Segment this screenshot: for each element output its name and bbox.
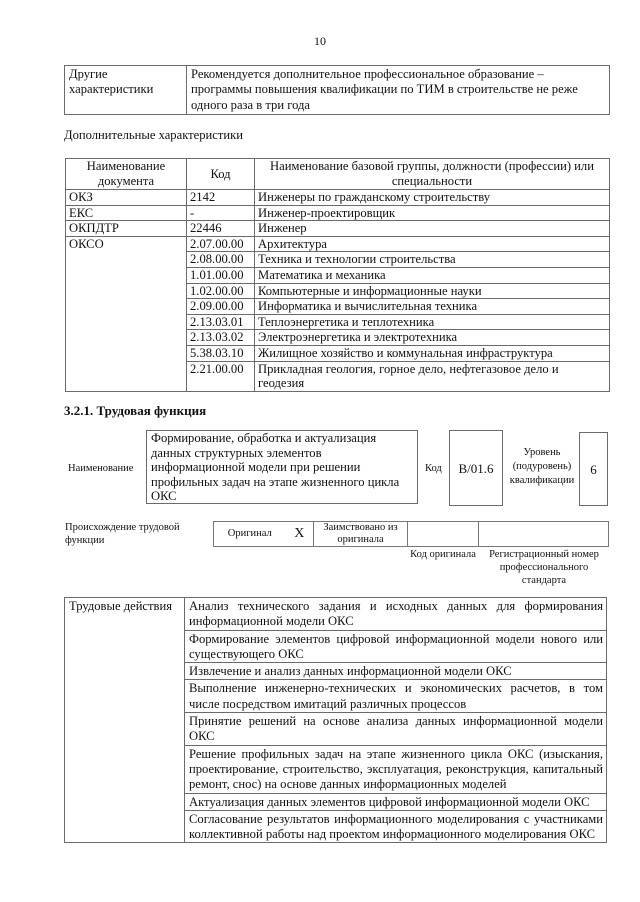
cell-code: 22446 xyxy=(187,221,255,237)
labor-action-item: Решение профильных задач на этапе жизненного цикла ОКС (изыскания, проектирование, строительство, эксплуатация, реконструкция, капитальный ремонт, снос) на основе данных информационных моделей xyxy=(185,745,607,793)
function-code-value: B/01.6 xyxy=(449,430,503,506)
origin-registration-value xyxy=(479,522,609,547)
origin-code-value xyxy=(408,522,479,547)
column-header-code: Код xyxy=(187,159,255,190)
cell-code: 5.38.03.10 xyxy=(187,345,255,361)
labor-action-item: Согласование результатов информационного моделирования с участниками коллективной работы над проектом информационного моделирования ОКС xyxy=(185,810,607,843)
cell-code: 1.01.00.00 xyxy=(187,267,255,283)
cell-code: 2.13.03.01 xyxy=(187,314,255,330)
cell-name: Архитектура xyxy=(255,236,610,252)
cell-code: - xyxy=(187,205,255,221)
qualification-level-value: 6 xyxy=(579,432,608,506)
labor-action-item: Анализ технического задания и исходных данных для формирования информационной модели ОКС xyxy=(185,598,607,631)
other-characteristics-table xyxy=(64,65,610,115)
cell-code: 2.21.00.00 xyxy=(187,361,255,391)
cell-name: Математика и механика xyxy=(255,267,610,283)
additional-characteristics-title: Дополнительные характеристики xyxy=(64,128,243,142)
table-row xyxy=(65,598,607,631)
column-header-document: Наименование документа xyxy=(66,159,187,190)
cell-name: Техника и технологии строительства xyxy=(255,252,610,268)
cell-name: Электроэнергетика и электротехника xyxy=(255,330,610,346)
table-row xyxy=(66,205,610,221)
additional-characteristics-table xyxy=(65,158,610,392)
labor-action-item: Формирование элементов цифровой информационной модели нового или существующего ОКС xyxy=(185,630,607,663)
cell-document: ОКСО xyxy=(66,236,187,391)
function-origin-table xyxy=(213,521,609,547)
origin-original-label: Оригинал xyxy=(214,522,286,547)
cell-code: 2142 xyxy=(187,190,255,206)
cell-name: Информатика и вычислительная техника xyxy=(255,299,610,315)
function-name-label: Наименование xyxy=(68,463,134,474)
labor-actions-label: Трудовые действия xyxy=(65,598,185,843)
function-origin-label: Происхождение трудовой функции xyxy=(65,522,180,546)
cell-name: Жилищное хозяйство и коммунальная инфраструктура xyxy=(255,345,610,361)
cell-code: 2.09.00.00 xyxy=(187,299,255,315)
cell-name: Инженер-проектировщик xyxy=(255,205,610,221)
cell-name: Инженеры по гражданскому строительству xyxy=(255,190,610,206)
labor-actions-table xyxy=(64,597,607,843)
table-row xyxy=(66,236,610,252)
other-characteristics-label: Другие характеристики xyxy=(65,66,187,115)
table-row xyxy=(214,522,609,547)
origin-code-caption: Код оригинала xyxy=(410,549,476,560)
section-title: 3.2.1. Трудовая функция xyxy=(64,403,207,418)
origin-registration-caption: Регистрационный номер профессионального стандарта xyxy=(489,549,599,586)
cell-code: 2.07.00.00 xyxy=(187,236,255,252)
cell-document: ЕКС xyxy=(66,205,187,221)
cell-name: Инженер xyxy=(255,221,610,237)
origin-original-mark: X xyxy=(286,522,314,547)
table-row xyxy=(66,221,610,237)
table-row xyxy=(66,190,610,206)
cell-name: Теплоэнергетика и теплотехника xyxy=(255,314,610,330)
cell-code: 2.08.00.00 xyxy=(187,252,255,268)
cell-document: ОКПДТР xyxy=(66,221,187,237)
cell-code: 2.13.03.02 xyxy=(187,330,255,346)
labor-action-item: Извлечение и анализ данных информационной модели ОКС xyxy=(185,663,607,680)
function-name-value: Формирование, обработка и актуализация данных структурных элементов информационной модели при решении профильных задач на этапе жизненного цикла ОКС xyxy=(146,430,418,504)
labor-action-item: Актуализация данных элементов цифровой информационной модели ОКС xyxy=(185,793,607,810)
function-code-label: Код xyxy=(425,463,442,474)
page-number: 10 xyxy=(314,34,326,48)
table-row xyxy=(65,66,610,115)
table-header-row xyxy=(66,159,610,190)
origin-borrowed-label: Заимствовано из оригинала xyxy=(314,522,408,547)
qualification-level-label: Уровень (подуровень) квалификации xyxy=(509,447,575,486)
cell-code: 1.02.00.00 xyxy=(187,283,255,299)
labor-action-item: Принятие решений на основе анализа данных информационной модели ОКС xyxy=(185,713,607,746)
column-header-name: Наименование базовой группы, должности (профессии) или специальности xyxy=(255,159,610,190)
other-characteristics-text: Рекомендуется дополнительное профессиональное образование – программы повышения квалификации по ТИМ в строительстве не реже одного раза в три года xyxy=(187,66,610,115)
cell-name: Компьютерные и информационные науки xyxy=(255,283,610,299)
cell-document: ОКЗ xyxy=(66,190,187,206)
cell-name: Прикладная геология, горное дело, нефтегазовое дело и геодезия xyxy=(255,361,610,391)
labor-action-item: Выполнение инженерно-технических и экономических расчетов, в том числе посредством имитаций различных процессов xyxy=(185,680,607,713)
